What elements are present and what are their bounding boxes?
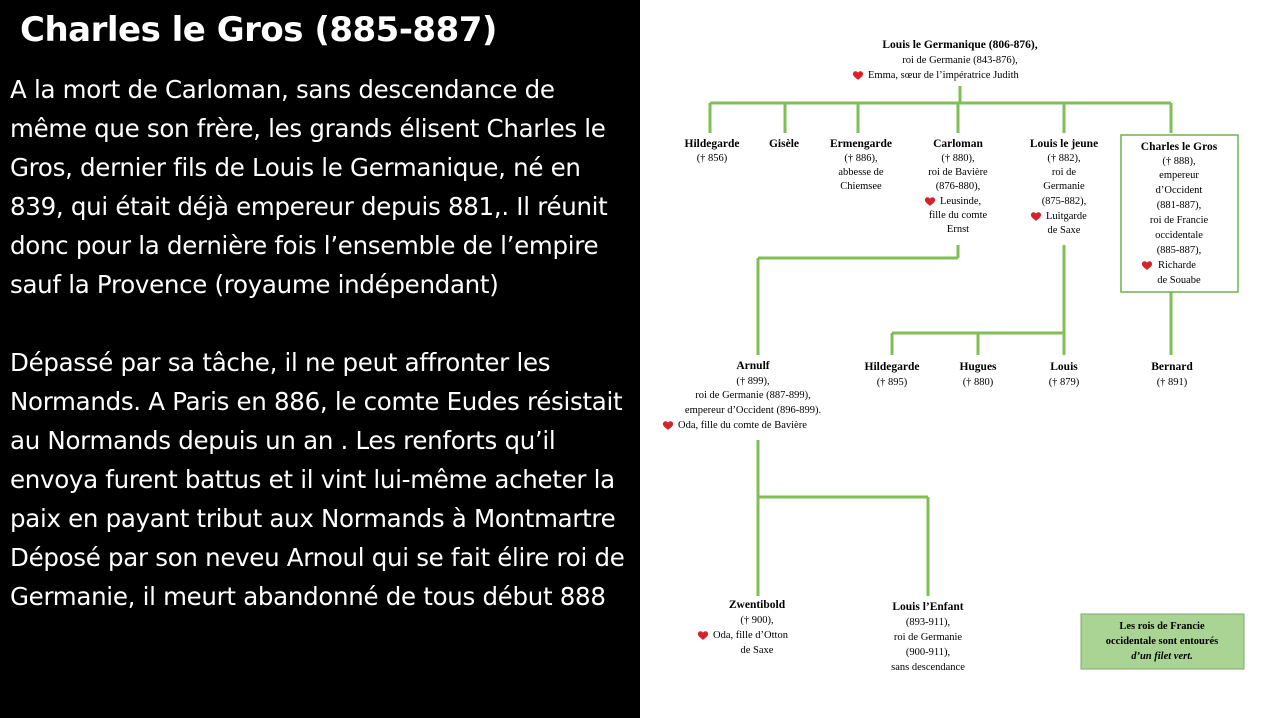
spouse-name: Leusinde, (940, 196, 982, 207)
node-charles-le-gros (1121, 135, 1238, 292)
child-detail: (885-887), (1156, 245, 1202, 256)
child-detail: roi de Bavière (928, 167, 988, 178)
spouse-detail: fille du comte (928, 210, 988, 221)
node-bernard (1151, 361, 1193, 388)
child-detail: († 880) (962, 377, 994, 388)
root-spouse: Emma, sœur de l’impératrice Judith (868, 70, 1019, 81)
spouse-detail: Ernst (946, 224, 970, 235)
node-ermengarde (830, 138, 892, 192)
child-name: Louis le jeune (1029, 138, 1099, 150)
child-detail: († 882), (1047, 153, 1081, 164)
family-tree (640, 0, 1277, 718)
child-name: Hildegarde (684, 138, 740, 150)
child-detail: (900-911), (905, 647, 951, 658)
child-detail: empereur d’Occident (896-899). (684, 405, 822, 416)
child-detail: roi de (1051, 167, 1077, 178)
node-hildegarde (685, 138, 740, 164)
node-arnulf (663, 360, 821, 431)
node-louis-le-germanique (853, 39, 1038, 81)
child-detail: († 899), (736, 376, 770, 387)
spouse-name: Oda, fille d’Otton (713, 630, 788, 641)
slide-body (10, 70, 635, 616)
child-name: Gisèle (768, 138, 800, 150)
legend-text: occidentale sont entourés (1105, 636, 1219, 647)
child-detail: († 891) (1156, 377, 1188, 388)
child-name: Bernard (1151, 361, 1193, 373)
node-gisele (769, 138, 799, 150)
child-detail: sans descendance (891, 662, 965, 673)
child-name: Hugues (959, 361, 997, 373)
child-name: Carloman (933, 138, 983, 150)
paragraph-gap (10, 304, 635, 343)
child-detail: (893-911), (905, 617, 951, 628)
root-title: roi de Germanie (843-876), (902, 55, 1018, 66)
child-detail: († 886), (844, 153, 878, 164)
legend-text: d’un filet vert. (1131, 651, 1193, 662)
node-louis-le-jeune (1030, 138, 1098, 236)
child-name: Ermengarde (830, 138, 892, 150)
child-detail: († 900), (740, 615, 774, 626)
marriage-heart-icon (925, 197, 935, 206)
paragraph-normands: Dépassé par sa tâche, il ne peut affronter les Normands. A Paris en 886, le comte Eudes résistait au Normands depuis un an . Les renforts qu’il envoya furent battus et il vint lui-même acheter la paix en payant tribut aux Normands à Montmartre (10, 348, 623, 533)
paragraph-deposition: Déposé par son neveu Arnoul qui se fait élire roi de Germanie, il meurt abandonné de tous début 888 (10, 543, 625, 611)
child-detail: roi de Francie (1149, 215, 1209, 226)
legend-box (1081, 614, 1244, 669)
node-louis (1049, 361, 1080, 388)
child-detail: abbesse de (838, 167, 884, 178)
legend-text: Les rois de Francie (1119, 621, 1205, 632)
node-hugues (959, 361, 997, 388)
spouse-detail: de Saxe (1047, 225, 1081, 236)
child-name: Zwentibold (728, 599, 786, 611)
child-detail: († 895) (876, 377, 908, 388)
child-name: Charles le Gros (1140, 141, 1218, 153)
child-detail: († 880), (941, 153, 975, 164)
node-louis-l-enfant (891, 601, 965, 673)
child-detail: empereur (1159, 170, 1199, 181)
slide-title: Charles le Gros (885-887) (20, 10, 497, 50)
child-name: Louis l’Enfant (892, 601, 964, 613)
child-detail: († 888), (1162, 156, 1196, 167)
child-detail: roi de Germanie (887-899), (695, 390, 811, 401)
child-detail: († 879) (1048, 377, 1080, 388)
child-detail: (881-887), (1156, 200, 1202, 211)
marriage-heart-icon (1031, 212, 1041, 221)
spouse-name: Richarde (1158, 260, 1196, 271)
node-zwentibold (698, 599, 789, 656)
family-tree-panel (640, 0, 1277, 718)
child-detail: Germanie (1043, 181, 1085, 192)
child-detail: d’Occident (1155, 185, 1203, 196)
node-hildegarde-2 (865, 361, 920, 388)
child-name: Arnulf (736, 360, 770, 372)
spouse-detail: de Souabe (1157, 275, 1201, 286)
marriage-heart-icon (853, 71, 863, 80)
child-detail: roi de Germanie (893, 632, 963, 643)
child-name: Hildegarde (864, 361, 920, 373)
root-name: Louis le Germanique (806-876), (882, 39, 1038, 51)
child-detail: († 856) (696, 153, 728, 164)
child-detail: Chiemsee (840, 181, 882, 192)
paragraph-succession: A la mort de Carloman, sans descendance de même que son frère, les grands élisent Charles le Gros, dernier fils de Louis le Germanique, né en 839, qui était déjà empereur depuis 881,. Il réunit donc pour la dernière fois l’ensemble de l’empire sauf la Provence (royaume indépendant) (10, 75, 608, 299)
child-detail: (876-880), (935, 181, 981, 192)
marriage-heart-icon (698, 631, 708, 640)
spouse-name: Luitgarde (1046, 211, 1087, 222)
marriage-heart-icon (663, 421, 673, 430)
spouse-detail: de Saxe (740, 645, 774, 656)
child-detail: occidentale (1155, 230, 1203, 241)
node-carloman (925, 138, 988, 235)
spouse-name: Oda, fille du comte de Bavière (678, 420, 807, 431)
child-detail: (875-882), (1041, 196, 1087, 207)
child-name: Louis (1050, 361, 1078, 373)
